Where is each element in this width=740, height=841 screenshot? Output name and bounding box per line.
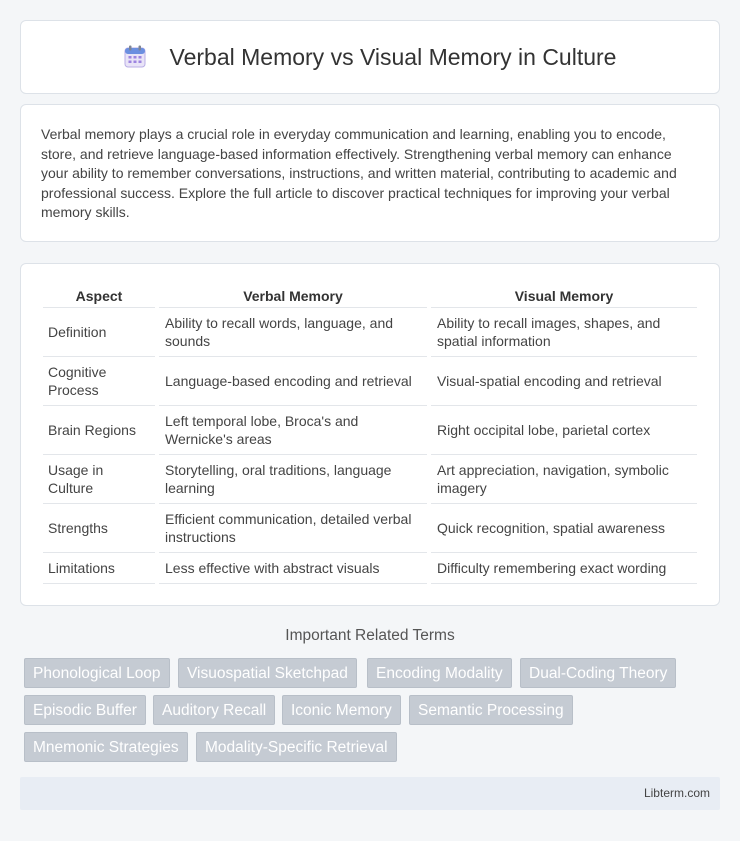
term-tag[interactable]: Phonological Loop [24, 658, 170, 688]
row-verbal: Less effective with abstract visuals [159, 553, 427, 584]
row-aspect: Usage in Culture [43, 455, 155, 504]
row-visual: Quick recognition, spatial awareness [431, 504, 697, 553]
related-terms-title: Important Related Terms [285, 627, 455, 644]
row-verbal: Storytelling, oral traditions, language learning [159, 455, 427, 504]
header-verbal-memory: Verbal Memory [159, 284, 427, 308]
term-tag[interactable]: Semantic Processing [409, 695, 573, 725]
term-tag[interactable]: Iconic Memory [282, 695, 401, 725]
header-aspect: Aspect [43, 284, 155, 308]
table-row [43, 308, 697, 357]
row-aspect: Definition [43, 308, 155, 357]
row-verbal: Efficient communication, detailed verbal instructions [159, 504, 427, 553]
comparison-table-card [20, 263, 720, 606]
term-tag[interactable]: Mnemonic Strategies [24, 732, 188, 762]
term-tag[interactable]: Auditory Recall [153, 695, 275, 725]
row-visual: Visual-spatial encoding and retrieval [431, 357, 697, 406]
page-title [124, 44, 617, 71]
term-tag[interactable]: Episodic Buffer [24, 695, 146, 725]
title-card [20, 20, 720, 94]
row-aspect: Brain Regions [43, 406, 155, 455]
footer [20, 777, 720, 810]
row-verbal: Ability to recall words, language, and sounds [159, 308, 427, 357]
row-visual: Difficulty remembering exact wording [431, 553, 697, 584]
intro-card [20, 104, 720, 242]
term-tag[interactable]: Encoding Modality [367, 658, 512, 688]
table-header-row [43, 284, 697, 308]
term-tag[interactable]: Dual-Coding Theory [520, 658, 676, 688]
row-verbal: Language-based encoding and retrieval [159, 357, 427, 406]
row-aspect: Cognitive Process [43, 357, 155, 406]
row-visual: Art appreciation, navigation, symbolic imagery [431, 455, 697, 504]
term-tag[interactable]: Modality-Specific Retrieval [196, 732, 397, 762]
table-row [43, 357, 697, 406]
header-visual-memory: Visual Memory [431, 284, 697, 308]
term-tag[interactable]: Visuospatial Sketchpad [178, 658, 357, 688]
row-verbal: Left temporal lobe, Broca's and Wernicke's areas [159, 406, 427, 455]
footer-site-link[interactable]: Libterm.com [643, 786, 710, 800]
row-visual: Right occipital lobe, parietal cortex [431, 406, 697, 455]
table-row [43, 504, 697, 553]
table-row [43, 455, 697, 504]
intro-text: Verbal memory plays a crucial role in everyday communication and learning, enabling you to encode, store, and retrieve language-based information effectively. Strengthening verbal memory can enhance your ability to remember conversations, instructions, and written material, contributing to academic and professional success. Explore the full article to discover practical techniques for improving your verbal memory skills. [41, 126, 677, 221]
row-visual: Ability to recall images, shapes, and spatial information [431, 308, 697, 357]
calendar-icon [124, 45, 146, 69]
page-title-text: Verbal Memory vs Visual Memory in Culture [169, 43, 617, 70]
row-aspect: Strengths [43, 504, 155, 553]
table-row [43, 406, 697, 455]
comparison-table [43, 284, 697, 584]
row-aspect: Limitations [43, 553, 155, 584]
table-row [43, 553, 697, 584]
